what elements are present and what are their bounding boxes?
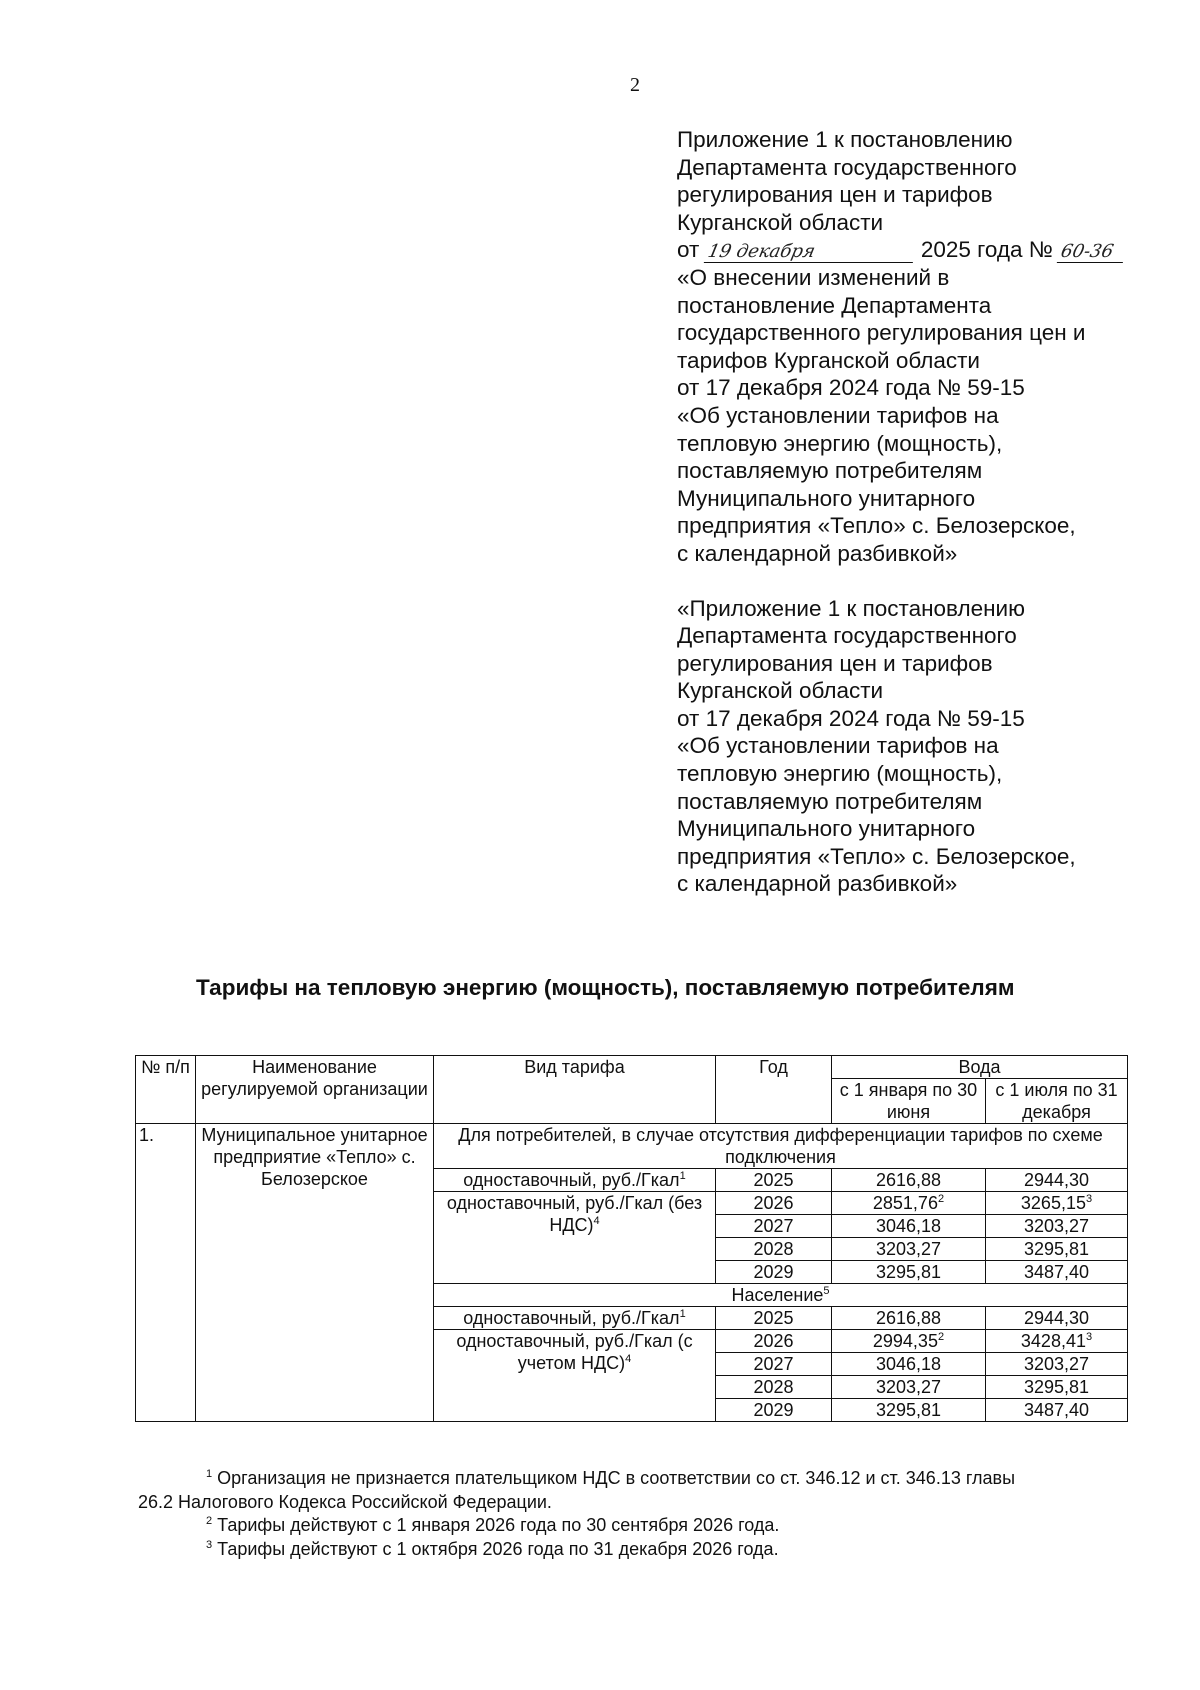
header-line: тарифов Курганской области (677, 347, 980, 373)
date-middle: 2025 года № (920, 237, 1053, 263)
footnote-3: $^3$ Тарифы действуют с 1 октября 2026 года по 31 декабря 2026 года. (206, 1538, 779, 1559)
year-cell: 2027 (716, 1353, 832, 1376)
header-line: регулирования цен и тарифов (677, 650, 993, 676)
header-line: «Об установлении тарифов на (677, 402, 999, 428)
header-line: Департамента государственного (677, 623, 1017, 649)
handwritten-date: 19 декабря (703, 242, 916, 263)
row-number: 1. (136, 1124, 196, 1422)
header-line: с календарной разбивкой» (677, 540, 958, 566)
appendix-header (677, 126, 1177, 898)
header-line: от 17 декабря 2024 года № 59-15 (677, 375, 1025, 401)
group1-title: Для потребителей, в случае отсутствия дифференциации тарифов по схеме подключения (434, 1124, 1128, 1169)
header-line: Муниципального унитарного (677, 485, 976, 511)
header-line: предприятия «Тепло» с. Белозерское, (677, 843, 1076, 869)
year-cell: 2026 (716, 1192, 832, 1215)
value-period-1: 3295,81 (832, 1261, 986, 1284)
header-line: регулирования цен и тарифов (677, 182, 993, 208)
header-line: с календарной разбивкой» (677, 871, 958, 897)
year-cell: 2029 (716, 1399, 832, 1422)
header-period-2: с 1 июля по 31 декабря (986, 1079, 1128, 1124)
header-period-1: с 1 января по 30 июня (832, 1079, 986, 1124)
group-title-row (136, 1124, 1128, 1169)
tariff-table (135, 1055, 1128, 1422)
tariff-type-cell: одноставочный, руб./Гкал$^1$ (434, 1169, 716, 1192)
value-period-2: 3295,81 (986, 1376, 1128, 1399)
group2-title: Население$^5$ (434, 1284, 1128, 1307)
header-line: тепловую энергию (мощность), (677, 430, 1003, 456)
header-line: предприятия «Тепло» с. Белозерское, (677, 513, 1076, 539)
year-cell: 2025 (716, 1169, 832, 1192)
tariff-type-cell: одноставочный, руб./Гкал (с учетом НДС)$^4$ (434, 1330, 716, 1422)
tariff-type-cell: одноставочный, руб./Гкал$^1$ (434, 1307, 716, 1330)
header-line: постановление Департамента (677, 292, 992, 318)
value-period-2: 3487,40 (986, 1261, 1128, 1284)
header-line: поставляемую потребителям (677, 458, 983, 484)
header-line: «Приложение 1 к постановлению (677, 595, 1025, 621)
value-period-1: 3295,81 (832, 1399, 986, 1422)
value-period-2: 3487,40 (986, 1399, 1128, 1422)
value-period-2: 3265,15$^3$ (986, 1192, 1128, 1215)
year-cell: 2029 (716, 1261, 832, 1284)
page-number: 2 (630, 74, 640, 96)
header-line: Муниципального унитарного (677, 816, 976, 842)
date-prefix: от (677, 237, 700, 263)
year-cell: 2028 (716, 1238, 832, 1261)
header-line: «О внесении изменений в (677, 264, 950, 290)
header-line: «Об установлении тарифов на (677, 733, 999, 759)
year-cell: 2026 (716, 1330, 832, 1353)
header-line: Курганской области (677, 678, 884, 704)
footnote-1: $^1$ Организация не признается плательщиком НДС в соответствии со ст. 346.12 и ст. 346.13 главы 26.2 Налогового Кодекса Российской Федерации. (138, 1468, 1016, 1512)
value-period-2: 3203,27 (986, 1353, 1128, 1376)
value-period-2: 2944,30 (986, 1169, 1128, 1192)
header-line: Департамента государственного (677, 154, 1017, 180)
header-line: Приложение 1 к постановлению (677, 127, 1013, 152)
header-date-line (677, 236, 1177, 264)
header-line: Курганской области (677, 209, 884, 235)
footnotes (138, 1467, 1123, 1561)
value-period-2: 2944,30 (986, 1307, 1128, 1330)
header-water: Вода (832, 1056, 1128, 1079)
header-year: Год (716, 1056, 832, 1124)
year-cell: 2027 (716, 1215, 832, 1238)
value-period-1: 3203,27 (832, 1238, 986, 1261)
value-period-1: 2616,88 (832, 1169, 986, 1192)
header-num: № п/п (136, 1056, 196, 1124)
value-period-1: 3203,27 (832, 1376, 986, 1399)
value-period-2: 3428,41$^3$ (986, 1330, 1128, 1353)
header-spacer (677, 568, 1177, 595)
year-cell: 2025 (716, 1307, 832, 1330)
header-tariff-type: Вид тарифа (434, 1056, 716, 1124)
handwritten-number: 60-36 (1057, 242, 1127, 263)
page-title: Тарифы на тепловую энергию (мощность), поставляемую потребителям (196, 975, 1015, 1000)
year-cell: 2028 (716, 1376, 832, 1399)
header-line: государственного регулирования цен и (677, 320, 1086, 346)
tariff-type-cell: одноставочный, руб./Гкал (без НДС)$^4$ (434, 1192, 716, 1284)
value-period-1: 2851,76$^2$ (832, 1192, 986, 1215)
header-line: тепловую энергию (мощность), (677, 761, 1003, 787)
header-line: от 17 декабря 2024 года № 59-15 (677, 705, 1025, 731)
value-period-1: 2994,35$^2$ (832, 1330, 986, 1353)
org-name: Муниципальное унитарное предприятие «Тепло» с. Белозерское (196, 1124, 434, 1422)
value-period-1: 3046,18 (832, 1353, 986, 1376)
footnote-2: $^2$ Тарифы действуют с 1 января 2026 года по 30 сентября 2026 года. (206, 1515, 780, 1535)
value-period-1: 2616,88 (832, 1307, 986, 1330)
value-period-2: 3295,81 (986, 1238, 1128, 1261)
header-line: поставляемую потребителям (677, 788, 983, 814)
value-period-2: 3203,27 (986, 1215, 1128, 1238)
value-period-1: 3046,18 (832, 1215, 986, 1238)
table-header-row (136, 1056, 1128, 1079)
header-org: Наименование регулируемой организации (196, 1056, 434, 1124)
